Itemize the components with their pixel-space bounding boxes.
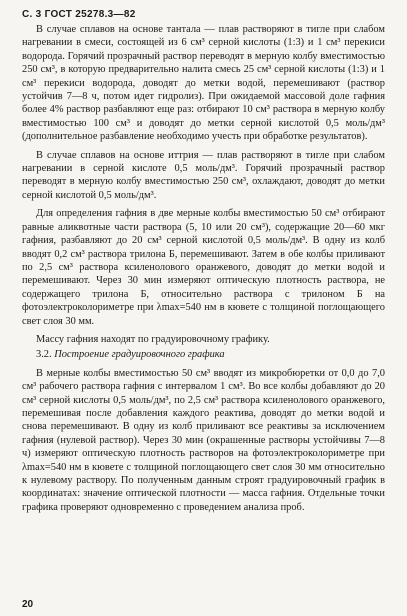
paragraph-calibration: В мерные колбы вместимостью 50 см³ вводят из микробюретки от 0,0 до 7,0 см³ рабочего раствора гафния с интервалом 1 см³. Во все колбы добавляют до 20 см³ серной кислоты 0,5 моль/дм³, по 2,5 см³ раствора ксиленолового оранжевого, перемешивая после добавления каждого реактива, доводят до метки водой и снова перемешивают. В одну из колб приливают все реактивы за исключением гафния (нулевой раствор). Через 30 мин (окрашенные растворы устойчивы 7—8 ч) измеряют оптическую плотность растворов на фотоэлектроколориметре при λmax=540 нм в кювете с толщиной поглощающего свет слоя 30 мм относительно к нулевому раствору. По полученным данным строят градуировочный график в координатах: значение оптической плотности — масса гафния. Отдельные точки графика проверяют одновременно с проведением анализа проб.	[22, 367, 385, 513]
paragraph-yttrium: В случае сплавов на основе иттрия — плав растворяют в тигле при слабом нагревании в серной кислоте 0,5 моль/дм³. Горячий прозрачный раствор переводят в мерную колбу вместимостью 250 см³, охлаждают, доводят до метки серной кислотой 0,5 моль/дм³.	[22, 149, 385, 201]
page-header: С. 3 ГОСТ 25278.3—82	[22, 9, 136, 20]
section-heading	[36, 348, 385, 361]
section-number: 3.2.	[36, 349, 52, 361]
section-title: Построение градуировочного графика	[54, 349, 225, 361]
paragraph-tantalum: В случае сплавов на основе тантала — плав растворяют в тигле при слабом нагревании в смеси, состоящей из 6 см³ серной кислоты (1:3) и 1 см³ перекиси водорода. Горячий прозрачный раствор переводят в мерную колбу вместимостью 250 см³, в которую предварительно налита смесь 25 см³ серной кислоты (1:3) и 1 см³ перекиси водорода, доводят до метки водой, перемешивают (раствор устойчив 7—8 ч, потом идет гидролиз). При ожидаемой массовой доле гафния более 4% раствор разбавляют еще раз: отбирают 10 см³ раствора в мерную колбу вместимостью 100 см³ и доводят до метки серной кислотой 0,5 моль/дм³ (дополнительное разбавление необходимо учесть при обработке результатов).	[22, 24, 385, 143]
page-number: 20	[22, 599, 34, 610]
paragraph-hafnium-determination: Для определения гафния в две мерные колбы вместимостью 50 см³ отбирают равные аликвотные части раствора (5, 10 или 20 см³), содержащие 20—60 мкг гафния, разбавляют до 20 см³ серной кислотой 0,5 моль/дм³. В одну из колб вводят 0,2 см³ раствора трилона Б, перемешивают. Затем в обе колбы приливают по 2,5 см³ раствора ксиленолового оранжевого, доводят до метки водой и перемешивают. Через 30 мин измеряют оптическую плотность раствора, не содержащего трилона Б, относительно раствора с трилоном Б на фотоэлектроколориметре при λmax=540 нм в кювете с толщиной поглощающего свет слоя 30 мм.	[22, 208, 385, 327]
paragraph-mass-hafnium: Массу гафния находят по градуировочному графику.	[36, 333, 270, 345]
